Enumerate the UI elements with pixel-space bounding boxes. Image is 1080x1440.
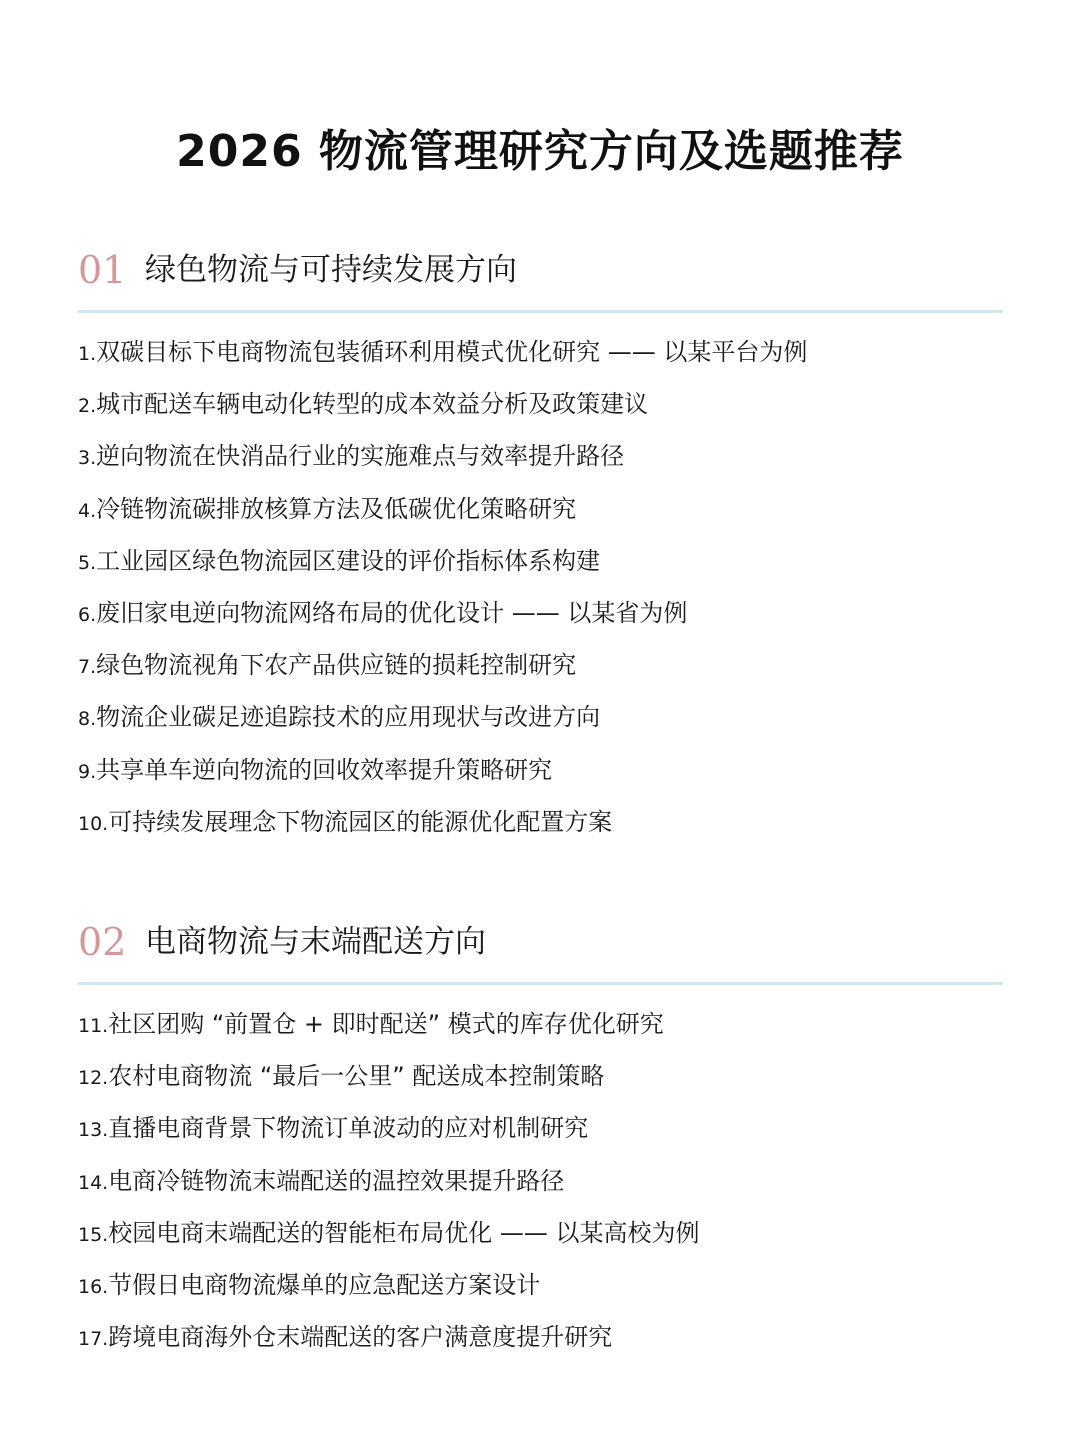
section-heading: 绿色物流与可持续发展方向: [145, 252, 517, 288]
topic-text: 双碳目标下电商物流包装循环利用模式优化研究 —— 以某平台为例: [96, 338, 808, 366]
topic-number: 15.: [78, 1223, 109, 1246]
topic-list: [78, 998, 699, 1363]
topic-text: 共享单车逆向物流的回收效率提升策略研究: [96, 755, 553, 784]
topic-text: 直播电商背景下物流订单波动的应对机制研究: [108, 1114, 589, 1143]
topic-text: 可持续发展理念下物流园区的能源优化配置方案: [108, 807, 613, 836]
topic-number: 3.: [78, 447, 97, 470]
list-item: [78, 378, 807, 430]
topic-text: 电商冷链物流末端配送的温控效果提升路径: [108, 1166, 565, 1195]
list-item: [78, 326, 807, 378]
topic-text: 物流企业碳足迹追踪技术的应用现状与改进方向: [96, 703, 601, 732]
topic-number: 5.: [78, 551, 97, 574]
topic-text: 工业园区绿色物流园区建设的评价指标体系构建: [96, 546, 601, 575]
section-divider: [78, 310, 1003, 313]
list-item: [78, 744, 807, 796]
topic-number: 10.: [78, 812, 109, 835]
topic-text: 绿色物流视角下农产品供应链的损耗控制研究: [96, 651, 577, 680]
section-heading: 电商物流与末端配送方向: [145, 924, 486, 960]
topic-number: 2.: [78, 395, 97, 418]
topic-number: 1.: [78, 343, 97, 365]
list-item: [78, 1050, 699, 1102]
topic-list: [78, 326, 807, 848]
topic-number: 9.: [78, 760, 97, 783]
list-item: [78, 1259, 699, 1311]
section-divider: [78, 982, 1003, 985]
topic-number: 14.: [78, 1171, 109, 1194]
topic-text: 节假日电商物流爆单的应急配送方案设计: [108, 1270, 541, 1299]
list-item: [78, 998, 699, 1050]
list-item: [78, 1311, 699, 1363]
section-ecommerce-logistics: [78, 916, 1003, 1352]
topic-text: 逆向物流在快消品行业的实施难点与效率提升路径: [96, 442, 625, 471]
topic-text: 校园电商末端配送的智能柜布局优化 —— 以某高校为例: [108, 1218, 700, 1247]
list-item: [78, 639, 807, 691]
section-green-logistics: [78, 244, 1003, 836]
section-header: [78, 916, 1003, 968]
topic-number: 4.: [78, 499, 97, 522]
topic-text: 废旧家电逆向物流网络布局的优化设计 —— 以某省为例: [96, 598, 688, 627]
list-item: [78, 691, 807, 743]
section-header: [78, 244, 1003, 296]
list-item: [78, 535, 807, 587]
topic-text: 社区团购 “前置仓 + 即时配送” 模式的库存优化研究: [108, 1010, 664, 1038]
topic-text: 农村电商物流 “最后一公里” 配送成本控制策略: [108, 1062, 605, 1091]
topic-text: 城市配送车辆电动化转型的成本效益分析及政策建议: [96, 390, 649, 419]
section-number: 01: [78, 248, 127, 292]
list-item: [78, 1102, 699, 1154]
list-item: [78, 1207, 699, 1259]
topic-text: 跨境电商海外仓末端配送的客户满意度提升研究: [108, 1323, 613, 1352]
list-item: [78, 796, 807, 848]
topic-number: 13.: [78, 1119, 109, 1142]
topic-number: 8.: [78, 708, 97, 731]
list-item: [78, 483, 807, 535]
section-number: 02: [78, 920, 127, 964]
topic-number: 7.: [78, 656, 97, 679]
topic-number: 12.: [78, 1067, 109, 1090]
page-title: 2026 物流管理研究方向及选题推荐: [176, 126, 904, 177]
topic-number: 16.: [78, 1275, 109, 1298]
topic-text: 冷链物流碳排放核算方法及低碳优化策略研究: [96, 494, 577, 523]
list-item: [78, 1155, 699, 1207]
topic-number: 17.: [78, 1328, 109, 1351]
topic-number: 6.: [78, 603, 97, 626]
list-item: [78, 430, 807, 482]
topic-number: 11.: [78, 1015, 109, 1037]
list-item: [78, 587, 807, 639]
